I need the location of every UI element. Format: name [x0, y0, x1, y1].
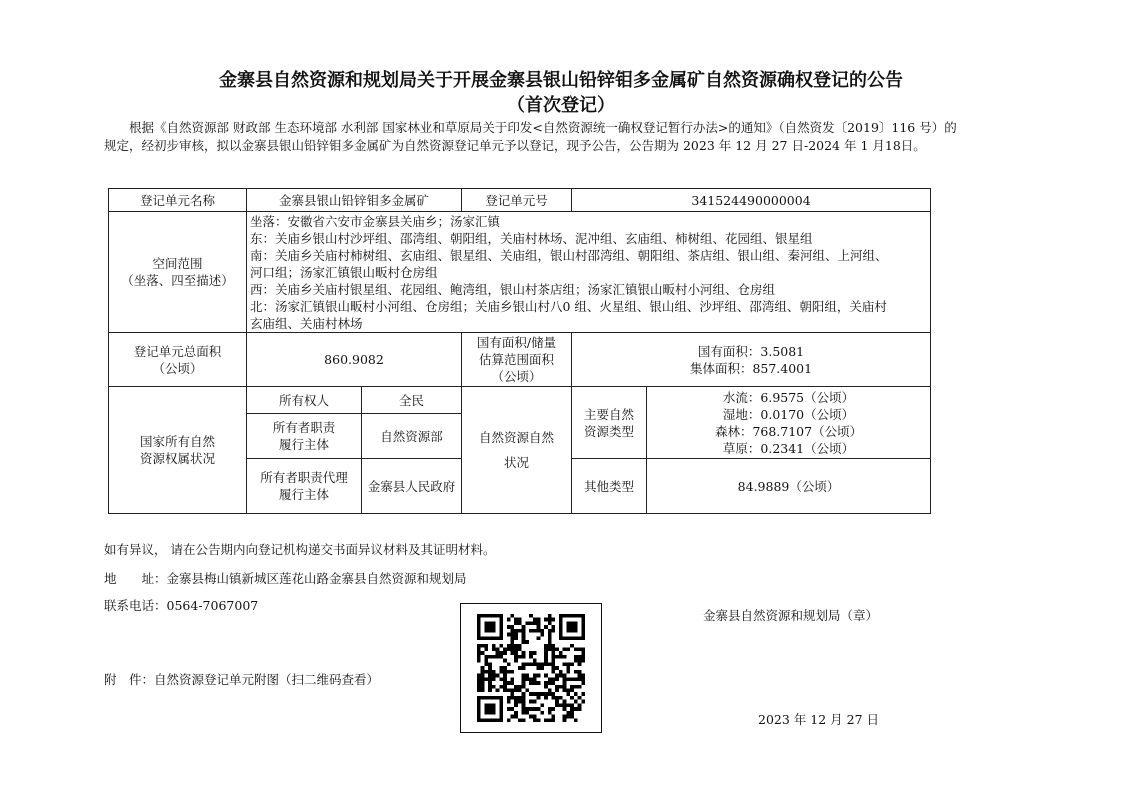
- duty-label: 所有者职责 履行主体: [247, 414, 362, 459]
- phone-line: [104, 596, 258, 614]
- other-type-label: 其他类型: [572, 459, 647, 514]
- main-type-values: 水流：6.9575（公顷） 湿地：0.0170（公顷） 森林：768.7107（公顷） 草原：0.2341（公顷）: [647, 387, 931, 459]
- other-type-value: 84.9889（公顷）: [647, 459, 931, 514]
- table-row: [109, 212, 931, 333]
- issuer-seal-text: 金寨县自然资源和规划局（章）: [703, 608, 879, 623]
- page-subtitle: （首次登记）: [507, 95, 615, 116]
- space-line: 玄庙组、关庙村林场: [250, 315, 363, 331]
- agent-value: 金寨县人民政府: [362, 459, 462, 514]
- unit-name-value: 金寨县银山铅锌钼多金属矿: [247, 189, 462, 212]
- ownership-label: 国家所有自然 资源权属状况: [109, 387, 247, 514]
- issue-date: 2023 年 12 月 27 日: [758, 712, 879, 727]
- state-area-label: 国有面积/储量 估算范围面积 （公顷）: [462, 333, 572, 387]
- unit-no-value: 341524490000004: [572, 189, 931, 212]
- space-line: 南：关庙乡关庙村柿树组、玄庙组、银星组、关庙组，银山村邵湾组、朝阳组、茶店组、银山组、秦河组、上河组、: [250, 247, 888, 263]
- space-line: 河口组；汤家汇镇银山畈村仓房组: [250, 264, 438, 280]
- main-type-label: 主要自然 资源类型: [572, 387, 647, 459]
- total-area-label: 登记单元总面积 （公顷）: [109, 333, 247, 387]
- unit-name-label: 登记单元名称: [109, 189, 247, 212]
- table-row: [109, 387, 931, 414]
- table-row: [109, 333, 931, 387]
- intro-paragraph: 根据《自然资源部 财政部 生态环境部 水利部 国家林业和草原局关于印发<自然资源统一确权登记暂行办法>的通知》（自然资发〔2019〕116 号）的规定，经初步审核，拟以金寨县银山铅锌钼多金属矿为自然资源登记单元予以登记，现予公告，公告期为 2023 年 12 月 27 日-2024 年 1 月18日。: [104, 120, 957, 153]
- owner-label: 所有权人: [247, 387, 362, 414]
- unit-no-label: 登记单元号: [462, 189, 572, 212]
- duty-value: 自然资源部: [362, 414, 462, 459]
- attachment-line: [104, 670, 379, 688]
- natural-status-label: 自然资源自然 状况: [462, 387, 572, 514]
- attachment-value: 自然资源登记单元附图（扫二维码查看）: [154, 672, 380, 687]
- space-line: 北：汤家汇镇银山畈村小河组、仓房组；关庙乡银山村八0 组、火星组、银山组、沙坪组、邵湾组、朝阳组，关庙村: [250, 298, 887, 314]
- qr-code-graphic: [477, 614, 585, 722]
- address-label: 地 址：: [104, 571, 167, 586]
- owner-value: 全民: [362, 387, 462, 414]
- total-area-value: 860.9082: [247, 333, 462, 387]
- space-range-label: 空间范围 （坐落、四至描述）: [109, 212, 247, 333]
- agent-label: 所有者职责代理 履行主体: [247, 459, 362, 514]
- space-line: 坐落：安徽省六安市金寨县关庙乡；汤家汇镇: [250, 213, 501, 229]
- space-line: 东：关庙乡银山村沙坪组、邵湾组、朝阳组，关庙村林场、泥冲组、玄庙组、柿树组、花园组、银星组: [250, 230, 813, 246]
- objection-note: 如有异议， 请在公告期内向登记机构递交书面异议材料及其证明材料。: [104, 542, 496, 557]
- page-title: 金寨县自然资源和规划局关于开展金寨县银山铅锌钼多金属矿自然资源确权登记的公告: [219, 70, 903, 91]
- space-line: 西：关庙乡关庙村银星组、花园组、鲍湾组，银山村茶店组；汤家汇镇银山畈村小河组、仓房组: [250, 281, 776, 297]
- address-value: 金寨县梅山镇新城区莲花山路金寨县自然资源和规划局: [166, 571, 467, 586]
- space-range-description: [247, 212, 931, 333]
- phone-label: 联系电话：: [104, 598, 167, 613]
- state-area-value: 国有面积：3.5081 集体面积：857.4001: [572, 333, 931, 387]
- attachment-label: 附 件：: [104, 672, 155, 687]
- phone-value: 0564-7067007: [166, 598, 259, 613]
- address-line: [104, 569, 467, 587]
- table-row: [109, 189, 931, 212]
- qr-code-icon[interactable]: [460, 603, 602, 733]
- registration-table: [108, 188, 931, 514]
